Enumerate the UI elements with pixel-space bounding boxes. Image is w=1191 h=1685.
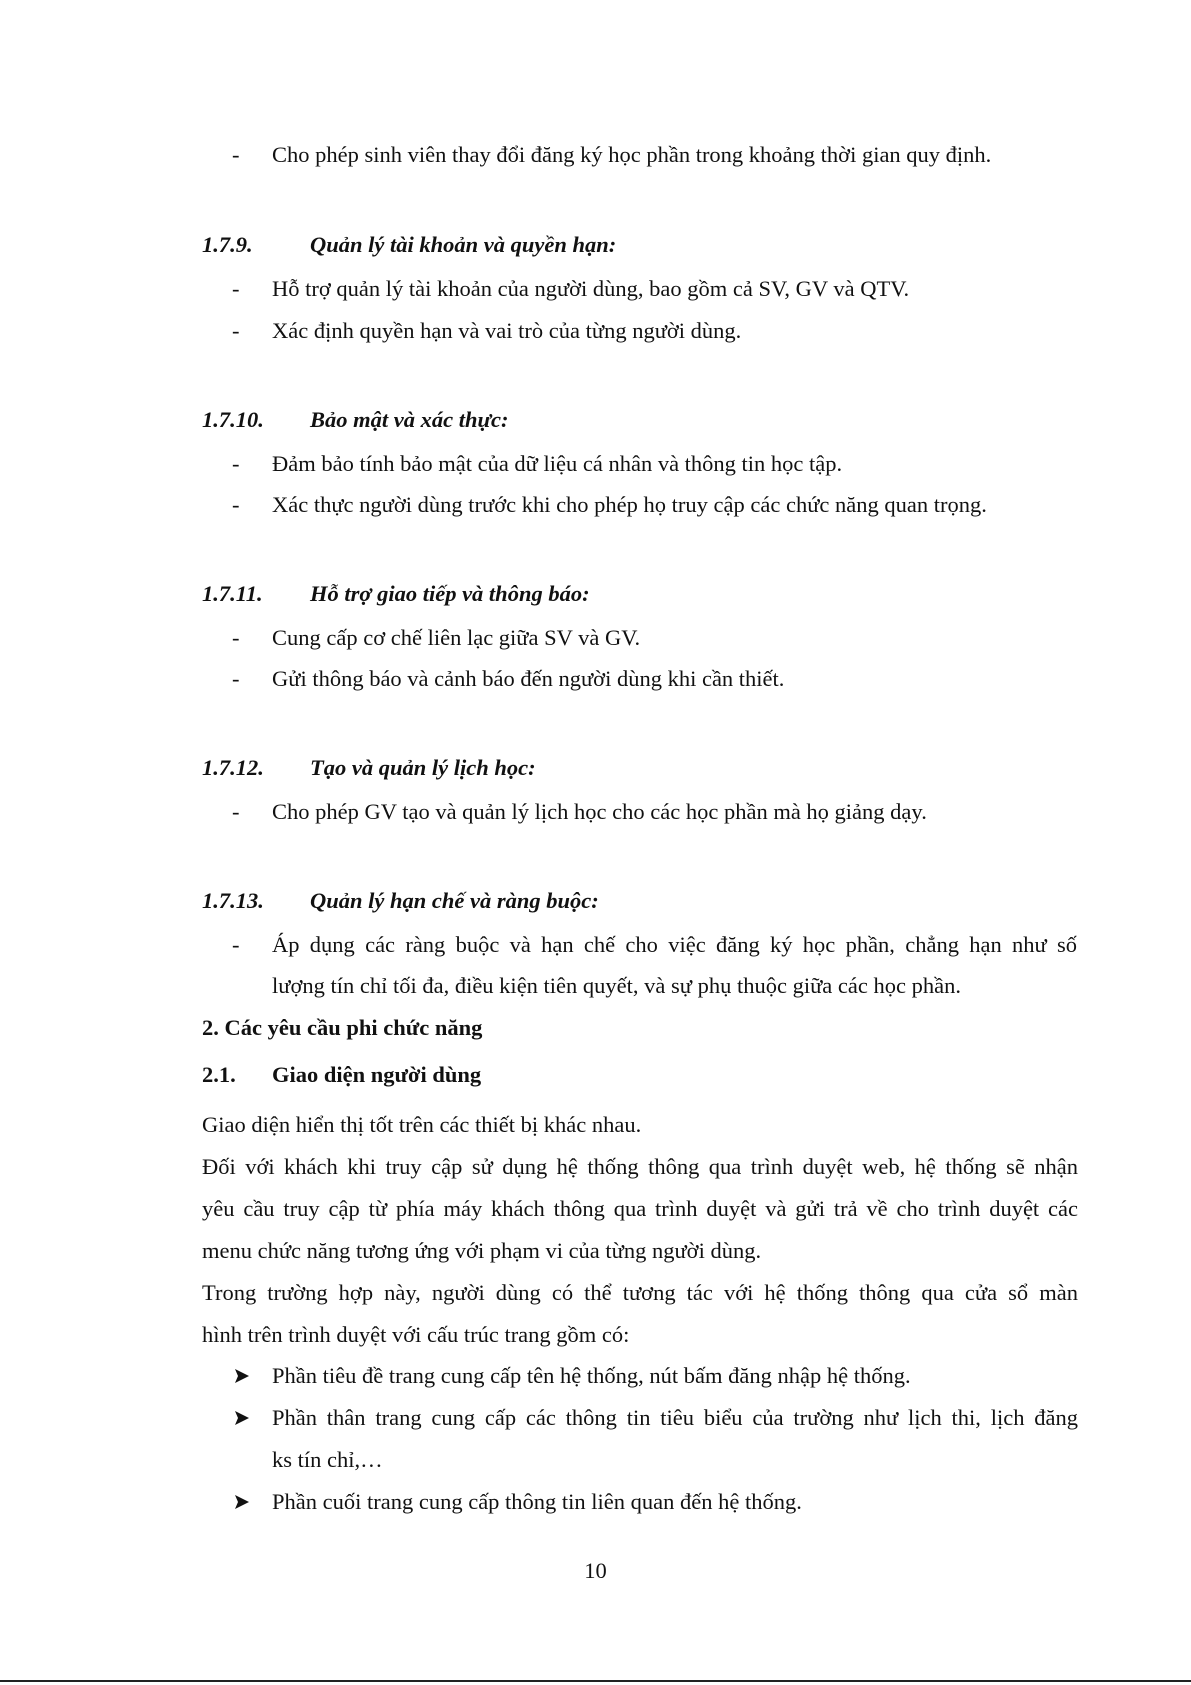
- paragraph-line: yêu cầu truy cập từ phía máy khách thông qua trình duyệt và gửi trả về cho trình duyệt các: [202, 1196, 1078, 1221]
- bullet-text-continuation: lượng tín chỉ tối đa, điều kiện tiên quyết, và sự phụ thuộc giữa các học phần.: [272, 973, 961, 998]
- bullet-dash: -: [232, 318, 240, 343]
- bottom-rule: [0, 1680, 1191, 1682]
- arrow-item-text-continuation: ks tín chỉ,…: [272, 1447, 383, 1472]
- bullet-dash: -: [232, 799, 240, 824]
- section-number: 1.7.11.: [202, 581, 263, 606]
- bullet-dash: -: [232, 451, 240, 476]
- subheading-number: 2.1.: [202, 1062, 236, 1087]
- bullet-dash: -: [232, 625, 240, 650]
- paragraph-line: menu chức năng tương ứng với phạm vi của từng người dùng.: [202, 1238, 762, 1263]
- section-number: 1.7.13.: [202, 888, 264, 913]
- arrow-bullet-icon: [234, 1403, 250, 1433]
- bullet-dash: -: [232, 666, 240, 691]
- section-number: 1.7.12.: [202, 755, 264, 780]
- bullet-text: Áp dụng các ràng buộc và hạn chế cho việc đăng ký học phần, chẳng hạn như số: [272, 932, 1077, 957]
- section-title: Quản lý tài khoản và quyền hạn:: [310, 232, 617, 257]
- arrow-item-text: Phần thân trang cung cấp các thông tin tiêu biểu của trường như lịch thi, lịch đăng: [272, 1405, 1078, 1430]
- paragraph-line: Trong trường hợp này, người dùng có thể tương tác với hệ thống thông qua cửa sổ màn: [202, 1280, 1078, 1305]
- section-title: Hỗ trợ giao tiếp và thông báo:: [310, 581, 590, 606]
- arrow-item-text: Phần tiêu đề trang cung cấp tên hệ thống, nút bấm đăng nhập hệ thống.: [272, 1363, 911, 1388]
- bullet-dash: -: [232, 142, 240, 167]
- bullet-text: Cho phép GV tạo và quản lý lịch học cho các học phần mà họ giảng dạy.: [272, 799, 927, 824]
- paragraph-line: Đối với khách khi truy cập sử dụng hệ thống thông qua trình duyệt web, hệ thống sẽ nhận: [202, 1154, 1078, 1179]
- arrow-bullet-icon: [234, 1361, 250, 1391]
- bullet-text: Đảm bảo tính bảo mật của dữ liệu cá nhân và thông tin học tập.: [272, 451, 843, 476]
- section-title: Quản lý hạn chế và ràng buộc:: [310, 888, 599, 913]
- bullet-dash: -: [232, 932, 240, 957]
- paragraph-line: Giao diện hiển thị tốt trên các thiết bị khác nhau.: [202, 1112, 642, 1137]
- section-title: Tạo và quản lý lịch học:: [310, 755, 536, 780]
- bullet-text: Xác định quyền hạn và vai trò của từng người dùng.: [272, 318, 742, 343]
- bullet-text: Cung cấp cơ chế liên lạc giữa SV và GV.: [272, 625, 641, 650]
- subheading-title: Giao diện người dùng: [272, 1062, 482, 1087]
- page-number: 10: [584, 1558, 607, 1583]
- bullet-text: Gửi thông báo và cảnh báo đến người dùng khi cần thiết.: [272, 666, 785, 691]
- section-title: Bảo mật và xác thực:: [310, 407, 509, 432]
- section-number: 1.7.10.: [202, 407, 264, 432]
- section-number: 1.7.9.: [202, 232, 253, 257]
- bullet-dash: -: [232, 276, 240, 301]
- bullet-dash: -: [232, 492, 240, 517]
- arrow-item-text: Phần cuối trang cung cấp thông tin liên quan đến hệ thống.: [272, 1489, 802, 1514]
- paragraph-line: hình trên trình duyệt với cấu trúc trang gồm có:: [202, 1322, 630, 1347]
- bullet-text: Xác thực người dùng trước khi cho phép họ truy cập các chức năng quan trọng.: [272, 492, 987, 517]
- arrow-bullet-icon: [234, 1487, 250, 1517]
- heading-2: 2. Các yêu cầu phi chức năng: [202, 1015, 483, 1040]
- intro-bullet-text: Cho phép sinh viên thay đổi đăng ký học phần trong khoảng thời gian quy định.: [272, 142, 992, 167]
- bullet-text: Hỗ trợ quản lý tài khoản của người dùng, bao gồm cả SV, GV và QTV.: [272, 276, 910, 301]
